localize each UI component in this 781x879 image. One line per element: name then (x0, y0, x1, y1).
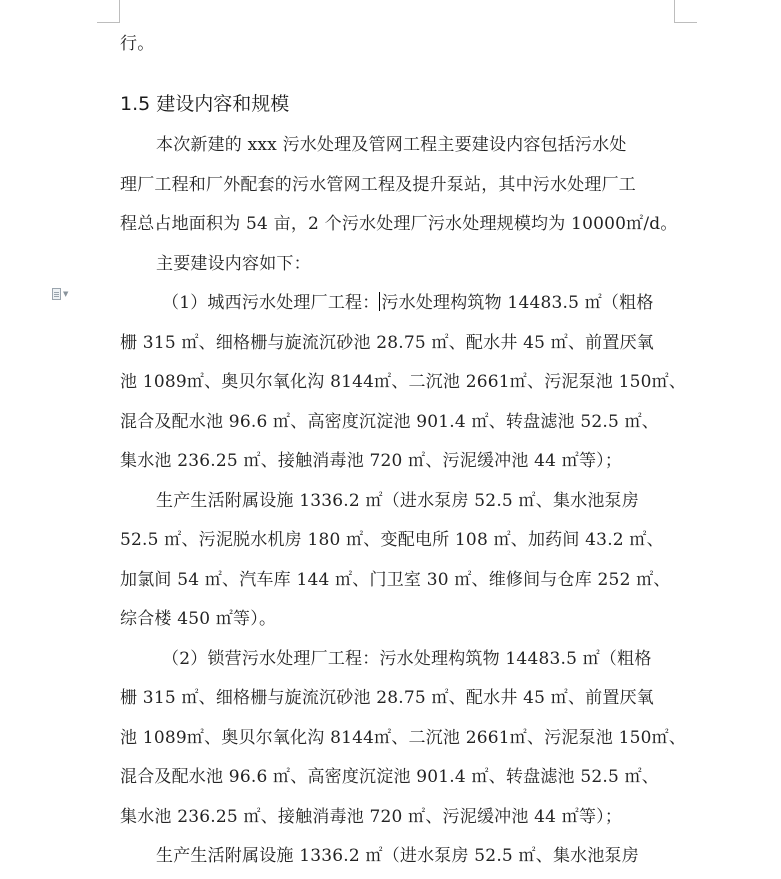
paragraph-line: 生产生活附属设施 1336.2 ㎡（进水泵房 52.5 ㎡、集水池泵房 (156, 846, 639, 866)
paragraph-line: 栅 315 ㎡、细格栅与旋流沉砂池 28.75 ㎡、配水井 45 ㎡、前置厌氧 (120, 688, 654, 708)
paragraph-line: 混合及配水池 96.6 ㎡、高密度沉淀池 901.4 ㎡、转盘滤池 52.5 ㎡、 (120, 411, 659, 432)
paragraph-line: （2）锁营污水处理厂工程：污水处理构筑物 14483.5 ㎡（粗格 (162, 648, 652, 669)
paragraph-line: 生产生活附属设施 1336.2 ㎡（进水泵房 52.5 ㎡、集水池泵房 (156, 490, 639, 511)
paragraph-line: 综合楼 450 ㎡等）。 (120, 609, 277, 629)
paragraph-line: 程总占地面积为 54 亩，2 个污水处理厂污水处理规模均为 10000㎡/d。 (120, 214, 678, 234)
item-label: （1）城西污水处理厂工程： (162, 293, 380, 313)
crop-mark-top-left (97, 0, 120, 23)
paragraph-line: 理厂工程和厂外配套的污水管网工程及提升泵站，其中污水处理厂工 (120, 174, 636, 195)
paragraph-line: 池 1089㎡、奥贝尔氧化沟 8144㎡、二沉池 2661㎡、污泥泵池 150㎡、 (120, 372, 687, 392)
paragraph-line: 集水池 236.25 ㎡、接触消毒池 720 ㎡、污泥缓冲池 44 ㎡等）； (120, 451, 623, 471)
paragraph-line: 加氯间 54 ㎡、汽车库 144 ㎡、门卫室 30 ㎡、维修间与仓库 252 ㎡、 (120, 569, 671, 590)
crop-mark-top-right (674, 0, 697, 23)
paragraph-line: 52.5 ㎡、污泥脱水机房 180 ㎡、变配电所 108 ㎡、加药间 43.2 ㎡、 (120, 530, 664, 550)
paragraph-line: 池 1089㎡、奥贝尔氧化沟 8144㎡、二沉池 2661㎡、污泥泵池 150㎡、 (120, 727, 687, 748)
item-text: 污水处理构筑物 14483.5 ㎡（粗格 (381, 293, 654, 313)
paragraph-layout-icon[interactable] (52, 286, 78, 302)
paragraph-line: 栅 315 ㎡、细格栅与旋流沉砂池 28.75 ㎡、配水井 45 ㎡、前置厌氧 (120, 332, 654, 353)
paragraph-line: 集水池 236.25 ㎡、接触消毒池 720 ㎡、污泥缓冲池 44 ㎡等）； (120, 806, 623, 827)
section-heading: 1.5 建设内容和规模 (120, 93, 290, 115)
paragraph-line: 混合及配水池 96.6 ㎡、高密度沉淀池 901.4 ㎡、转盘滤池 52.5 ㎡、 (120, 767, 659, 787)
document-icon (52, 288, 61, 300)
paragraph-line: 行。 (120, 34, 155, 54)
chevron-down-icon: ▼ (63, 290, 69, 298)
paragraph-line: 本次新建的 xxx 污水处理及管网工程主要建设内容包括污水处 (156, 135, 627, 155)
paragraph-line (120, 284, 680, 324)
document-body[interactable] (120, 28, 687, 877)
paragraph-line: 主要建设内容如下： (156, 253, 311, 274)
